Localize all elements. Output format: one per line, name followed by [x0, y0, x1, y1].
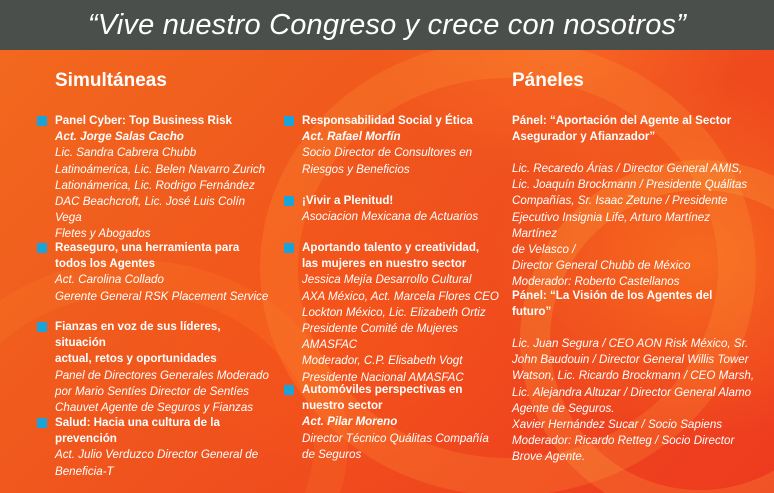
session-title: Automóviles perspectivas en nuestro sector: [302, 383, 463, 413]
simultaneas-heading: Simultáneas: [55, 70, 167, 91]
session-title: Fianzas en voz de sus líderes, situación actual, retos y oportunidades: [55, 320, 221, 366]
session-item: [55, 113, 270, 243]
header-bar: [0, 0, 774, 50]
session-speaker: Act. Pilar Moreno: [302, 415, 398, 429]
session-title: Reaseguro, una herramienta para todos los Agentes: [55, 241, 240, 271]
panel-title: Pánel: “Aportación del Agente al Sector Asegurador y Afianzador”: [512, 114, 732, 144]
session-details: Director Técnico Quálitas Compañía de Seguros: [302, 431, 489, 461]
session-details: Lic. Sandra Cabrera Chubb Latinoámerica, Lic. Belen Navarro Zurich Lationámerica, Lic. Rodrigo Fernández DAC Beachcroft, Lic. José Luis Colín Vega Fletes y Abogados: [55, 146, 266, 241]
panel-body: Lic. Recaredo Árias / Director General AMIS, Lic. Joaquín Brockmann / Presidente Quálitas Compañías, Sr. Isaac Zetune / Presidente Ejecutivo Insignia Life, Arturo Martínez Martínez de Velasco / Director General Chubb de México Moderador: Roberto Castellanos: [512, 162, 748, 289]
session-title: ¡Vivir a Plenitud!: [302, 194, 394, 207]
session-title: Panel Cyber: Top Business Risk: [55, 114, 232, 127]
bullet-icon: [37, 116, 47, 126]
session-speaker: Act. Rafael Morfín: [302, 130, 401, 144]
session-title: Responsabilidad Social y Ética: [302, 114, 473, 127]
session-details: Jessica Mejía Desarrollo Cultural AXA México, Act. Marcela Flores CEO Lockton México, Lic. Elizabeth Ortiz Presidente Comité de Mujeres AMASFAC Moderador, C.P. Elisabeth Vogt Presidente Nacional AMASFAC: [302, 273, 499, 384]
session-item: [302, 240, 502, 386]
session-details: Socio Director de Consultores en Riesgos y Beneficios: [302, 146, 473, 176]
bullet-icon: [284, 385, 294, 395]
session-item: [302, 193, 502, 225]
session-details: Act. Carolina Collado Gerente General RSK Placement Service: [55, 273, 269, 303]
session-speaker: Act. Jorge Salas Cacho: [55, 130, 184, 144]
page-title: “Vive nuestro Congreso y crece con nosotros”: [87, 8, 687, 41]
panel-body: Lic. Juan Segura / CEO AON Risk México, Sr. John Baudouin / Director General Willis Tower Watson, Lic. Ricardo Brockmann / CEO Marsh, Lic. Alejandra Altuzar / Director General Alamo Agente de Seguros. Xavier Hernández Sucar / Socio Sapiens Moderador: Ricardo Retteg / Socio Director Brove Agente.: [512, 337, 755, 464]
session-details: Asociacion Mexicana de Actuarios: [302, 210, 479, 224]
session-item: [302, 382, 502, 463]
session-details: Act. Julio Verduzco Director General de Beneficia-T: [55, 448, 259, 478]
paneles-heading: Páneles: [512, 70, 584, 91]
session-item: [302, 113, 502, 178]
session-item: [55, 240, 270, 305]
bullet-icon: [37, 243, 47, 253]
session-item: [55, 415, 270, 480]
session-title: Salud: Hacia una cultura de la prevención: [55, 416, 220, 446]
bullet-icon: [284, 116, 294, 126]
session-title: Aportando talento y creatividad, las mujeres en nuestro sector: [302, 241, 480, 271]
panel-title: Pánel: “La Visión de los Agentes del futuro”: [512, 289, 713, 319]
session-item: [55, 319, 270, 416]
bullet-icon: [284, 243, 294, 253]
bullet-icon: [37, 418, 47, 428]
bullet-icon: [284, 196, 294, 206]
bullet-icon: [37, 322, 47, 332]
session-details: Panel de Directores Generales Moderado por Mario Sentíes Director de Sentíes Chauvet Agente de Seguros y Fianzas: [55, 368, 269, 415]
